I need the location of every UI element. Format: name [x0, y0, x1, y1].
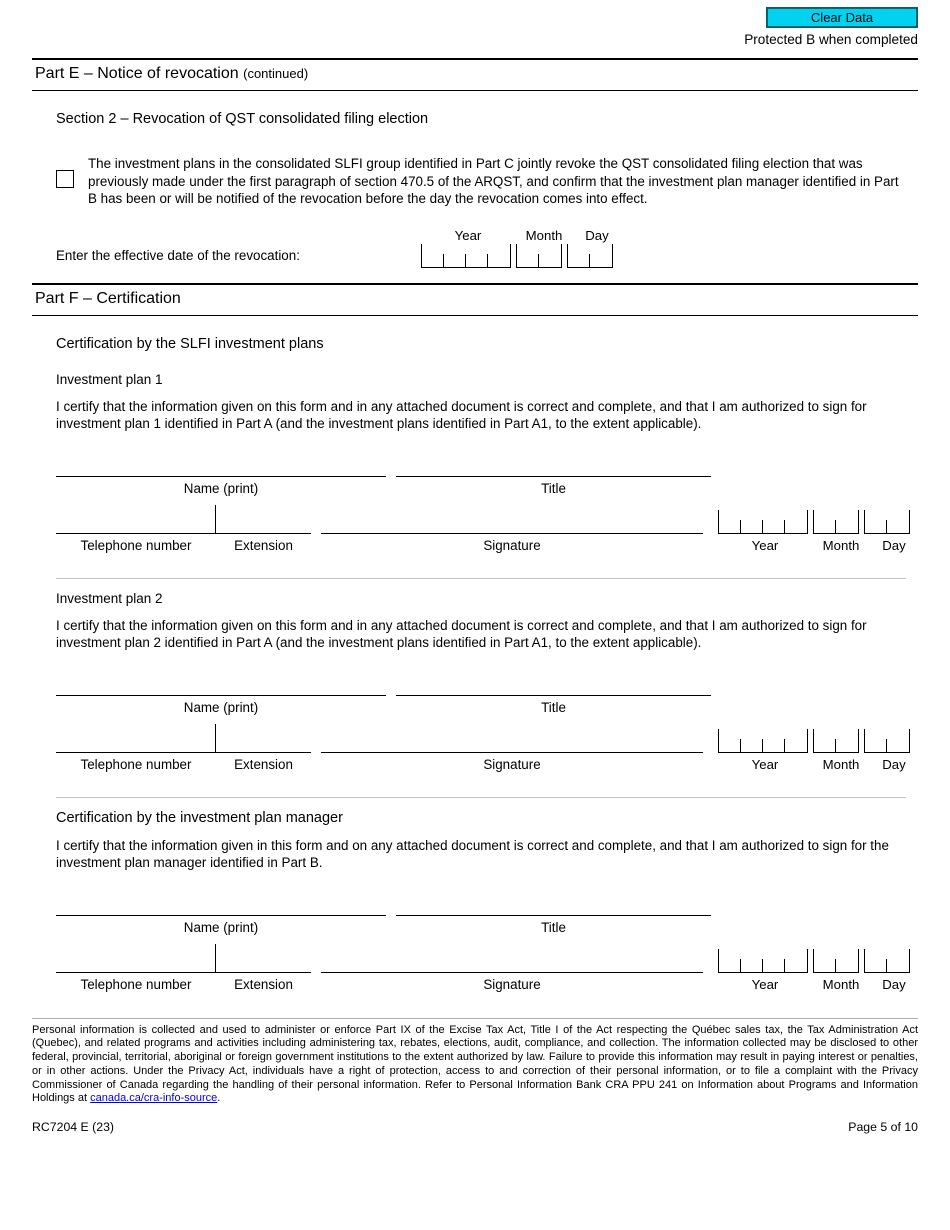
- signature-label: Signature: [483, 976, 541, 992]
- signature-input-line[interactable]: [321, 725, 703, 753]
- day-label: Day: [585, 227, 609, 243]
- signature-input-line[interactable]: [321, 506, 703, 534]
- top-bar: [32, 0, 918, 47]
- telephone-label: Telephone number: [80, 537, 192, 553]
- slfi-certification-heading: Certification by the SLFI investment plans: [56, 335, 324, 352]
- title-input-line[interactable]: [396, 674, 711, 696]
- manager-name-title-row: [56, 894, 918, 935]
- plan1-certify-statement: I certify that the information given on this form and in any attached document is correct and complete, and that I am authorized to sign for investment plan 1 identified in Part A (and the investment plans identified in Part A1, to the extent applicable).: [56, 398, 867, 431]
- protected-b-note: Protected B when completed: [744, 32, 918, 47]
- part-e-continued: (continued): [243, 66, 309, 81]
- name-input-line[interactable]: [56, 894, 386, 916]
- revocation-date-comb[interactable]: [421, 244, 621, 268]
- certification-block-manager: [32, 810, 918, 992]
- month-label: Month: [525, 227, 563, 243]
- plan2-certify-statement: I certify that the information given on this form and in any attached document is correct and complete, and that I am authorized to sign for investment plan 2 identified in Part A (and the investment plans identified in Part A1, to the extent applicable).: [56, 617, 867, 650]
- part-e-title: Part E – Notice of revocation: [35, 65, 239, 82]
- year-input-cells[interactable]: [718, 949, 808, 973]
- month-label: Month: [822, 756, 860, 772]
- revocation-date-prompt: Enter the effective date of the revocation:: [56, 247, 300, 263]
- section-divider: [56, 797, 906, 798]
- name-label: Name (print): [183, 480, 259, 496]
- revocation-checkbox[interactable]: [56, 170, 74, 188]
- cra-info-source-link[interactable]: canada.ca/cra-info-source: [90, 1092, 218, 1105]
- investment-plan1-heading: Investment plan 1: [56, 371, 163, 387]
- year-label: Year: [751, 976, 779, 992]
- plan2-signature-row: [56, 725, 918, 772]
- month-input-cells[interactable]: [813, 729, 859, 753]
- title-input-line[interactable]: [396, 455, 711, 477]
- part-f-title: Part F – Certification: [35, 289, 181, 307]
- signature-input-line[interactable]: [321, 945, 703, 973]
- privacy-text: Personal information is collected and used to administer or enforce Part IX of the Excise Tax Act, Title I of the Act respecting the Québec sales tax, the Tax Administration Act (Quebec), and related programs and activities including administering tax, rebates, elections, audit, compliance, and collection. The information collected may be disclosed to other federal, provincial, territorial, aboriginal or foreign government institutions to the extent authorized by law. Failure to provide this information may result in paying interest or penalties, or in other actions. Under the Privacy Act, individuals have a right of protection, access to and correction of their personal information, or to file a complaint with the Privacy Commissioner of Canada regarding the handling of their personal information. Refer to Personal Information Bank CRA PPU 241 on Information about Programs and Information Holdings at: [32, 1023, 918, 1105]
- manager-certification-heading: Certification by the investment plan manager: [56, 809, 343, 826]
- plan1-name-title-row: [56, 455, 918, 496]
- plan1-date-comb[interactable]: [718, 510, 918, 534]
- name-input-line[interactable]: [56, 455, 386, 477]
- telephone-label: Telephone number: [80, 976, 192, 992]
- name-input-line[interactable]: [56, 674, 386, 696]
- name-label: Name (print): [183, 919, 259, 935]
- title-label: Title: [541, 480, 566, 496]
- plan2-name-title-row: [56, 674, 918, 715]
- manager-signature-row: [56, 945, 918, 992]
- manager-certify-statement: I certify that the information given in this form and on any attached document is correct and complete, and that I am authorized to sign for the investment plan manager identified in Part B.: [56, 837, 889, 870]
- revocation-date-row: [56, 224, 918, 268]
- year-label: Year: [454, 227, 482, 243]
- day-input-cells[interactable]: [864, 729, 910, 753]
- privacy-notice: [32, 1018, 918, 1107]
- certification-block-plan1: [32, 372, 918, 553]
- date-labels: [421, 224, 621, 243]
- year-label: Year: [751, 537, 779, 553]
- extension-label: Extension: [234, 537, 293, 553]
- manager-date-comb[interactable]: [718, 949, 918, 973]
- title-input-line[interactable]: [396, 894, 711, 916]
- month-input-cells[interactable]: [516, 244, 562, 268]
- year-input-cells[interactable]: [421, 244, 511, 268]
- day-label: Day: [882, 756, 906, 772]
- month-input-cells[interactable]: [813, 949, 859, 973]
- signature-label: Signature: [483, 756, 541, 772]
- date-labels: [718, 753, 918, 772]
- title-label: Title: [541, 919, 566, 935]
- privacy-suffix: .: [217, 1092, 221, 1105]
- revocation-statement: The investment plans in the consolidated SLFI group identified in Part C jointly revoke the QST consolidated filing election that was previously made under the first paragraph of section 470.5 of the ARQST, and confirm that the investment plan manager identified in Part B has been or will be notified of the revocation before the day the revocation comes into effect.: [88, 156, 899, 206]
- signature-label: Signature: [483, 537, 541, 553]
- year-input-cells[interactable]: [718, 729, 808, 753]
- year-label: Year: [751, 756, 779, 772]
- date-labels: [718, 534, 918, 553]
- extension-divider: [215, 944, 216, 972]
- plan1-signature-row: [56, 506, 918, 553]
- extension-divider: [215, 724, 216, 752]
- page-footer: [32, 1120, 918, 1134]
- certification-block-plan2: [32, 591, 918, 772]
- day-label: Day: [882, 537, 906, 553]
- telephone-input-line[interactable]: [56, 506, 311, 534]
- name-label: Name (print): [183, 699, 259, 715]
- day-label: Day: [882, 976, 906, 992]
- day-input-cells[interactable]: [864, 510, 910, 534]
- page-number: Page 5 of 10: [848, 1120, 918, 1135]
- date-labels: [718, 973, 918, 992]
- revocation-statement-row: [56, 155, 918, 208]
- extension-label: Extension: [234, 756, 293, 772]
- title-label: Title: [541, 699, 566, 715]
- revocation-date-field: [421, 224, 621, 268]
- plan2-date-comb[interactable]: [718, 729, 918, 753]
- day-input-cells[interactable]: [864, 949, 910, 973]
- part-e-header: [32, 58, 918, 91]
- telephone-input-line[interactable]: [56, 725, 311, 753]
- month-label: Month: [822, 976, 860, 992]
- extension-divider: [215, 505, 216, 533]
- part-f-header: [32, 283, 918, 316]
- month-label: Month: [822, 537, 860, 553]
- form-number: RC7204 E (23): [32, 1120, 115, 1135]
- telephone-input-line[interactable]: [56, 945, 311, 973]
- investment-plan2-heading: Investment plan 2: [56, 590, 163, 606]
- year-input-cells[interactable]: [718, 510, 808, 534]
- month-input-cells[interactable]: [813, 510, 859, 534]
- telephone-label: Telephone number: [80, 756, 192, 772]
- section-divider: [56, 578, 906, 579]
- section2-heading: Section 2 – Revocation of QST consolidated filing election: [56, 111, 429, 127]
- extension-label: Extension: [234, 976, 293, 992]
- day-input-cells[interactable]: [567, 244, 613, 268]
- clear-data-button[interactable]: Clear Data: [766, 7, 918, 28]
